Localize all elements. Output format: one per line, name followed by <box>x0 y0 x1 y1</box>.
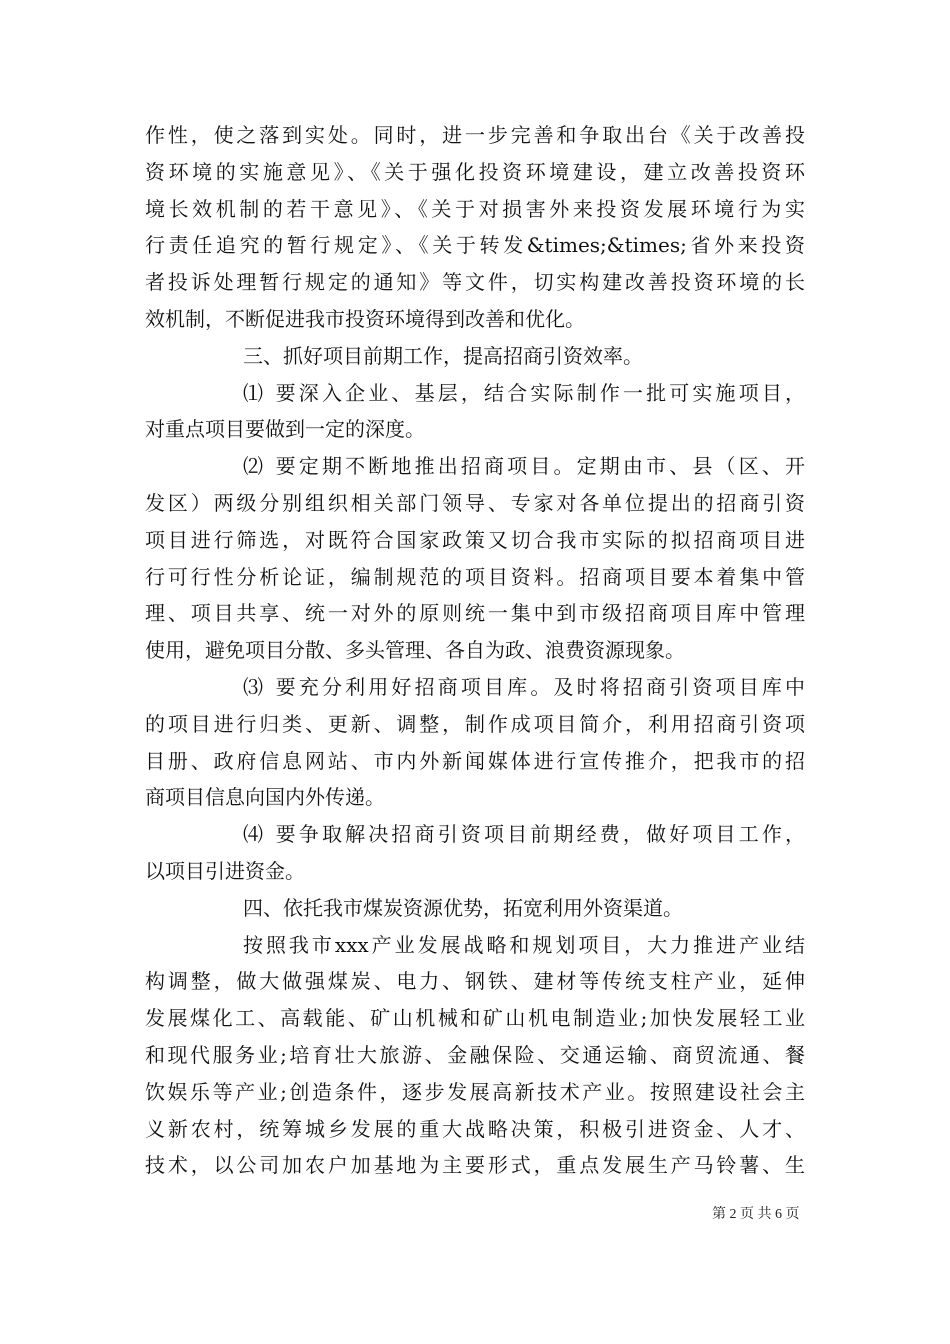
body-line: 行可行性分析论证，编制规范的项目资料。招商项目要本着集中管 <box>145 564 805 589</box>
page-number-footer: 第 2 页 共 6 页 <box>712 1207 800 1222</box>
body-line: 目册、政府信息网站、市内外新闻媒体进行宣传推介，把我市的招 <box>145 748 805 773</box>
body-line: 以项目引进资金。 <box>145 858 305 883</box>
body-line: 发展煤化工、高载能、矿山机械和矿山机电制造业;加快发展轻工业 <box>145 1006 805 1031</box>
document-body <box>145 117 805 1184</box>
body-line: 饮娱乐等产业;创造条件，逐步发展高新技术产业。按照建设社会主 <box>145 1079 805 1104</box>
body-line: 行责任追究的暂行规定》、《关于转发&times;&times;省外来投资 <box>145 233 805 258</box>
section-heading: 四、依托我市煤炭资源优势，拓宽利用外资渠道。 <box>243 895 683 920</box>
body-line: 和现代服务业;培育壮大旅游、金融保险、交通运输、商贸流通、餐 <box>145 1042 805 1067</box>
body-line: ⑴ 要深入企业、基层，结合实际制作一批可实施项目， <box>243 380 805 405</box>
body-line: 技术，以公司加农户加基地为主要形式，重点发展生产马铃薯、生 <box>145 1153 805 1178</box>
body-line: 发区）两级分别组织相关部门领导、专家对各单位提出的招商引资 <box>145 490 805 515</box>
body-line: 义新农村，统筹城乡发展的重大战略决策，积极引进资金、人才、 <box>145 1116 805 1141</box>
body-line: 的项目进行归类、更新、调整，制作成项目简介，利用招商引资项 <box>145 711 805 736</box>
body-line: 构调整，做大做强煤炭、电力、钢铁、建材等传统支柱产业，延伸 <box>145 969 805 994</box>
body-line: 使用，避免项目分散、多头管理、各自为政、浪费资源现象。 <box>145 638 685 663</box>
body-line: 按照我市xxx产业发展战略和规划项目，大力推进产业结 <box>243 932 805 957</box>
body-line: 理、项目共享、统一对外的原则统一集中到市级招商项目库中管理 <box>145 601 805 626</box>
body-line: 对重点项目要做到一定的深度。 <box>145 417 425 442</box>
body-line: ⑷ 要争取解决招商引资项目前期经费，做好项目工作， <box>243 822 805 847</box>
body-line: 作性，使之落到实处。同时，进一步完善和争取出台《关于改善投 <box>145 123 805 147</box>
section-heading: 三、抓好项目前期工作，提高招商引资效率。 <box>243 343 643 368</box>
body-line: ⑵ 要定期不断地推出招商项目。定期由市、县（区、开 <box>243 454 805 479</box>
body-line: ⑶ 要充分利用好招商项目库。及时将招商引资项目库中 <box>243 674 805 699</box>
body-line: 境长效机制的若干意见》、《关于对损害外来投资发展环境行为实 <box>145 196 805 221</box>
body-line: 效机制，不断促进我市投资环境得到改善和优化。 <box>145 306 585 331</box>
body-line: 资环境的实施意见》、《关于强化投资环境建设，建立改善投资环 <box>145 159 805 184</box>
body-line: 商项目信息向国内外传递。 <box>145 785 385 810</box>
body-line: 项目进行筛选，对既符合国家政策又切合我市实际的拟招商项目进 <box>145 527 805 552</box>
body-line: 者投诉处理暂行规定的通知》等文件，切实构建改善投资环境的长 <box>145 270 805 295</box>
